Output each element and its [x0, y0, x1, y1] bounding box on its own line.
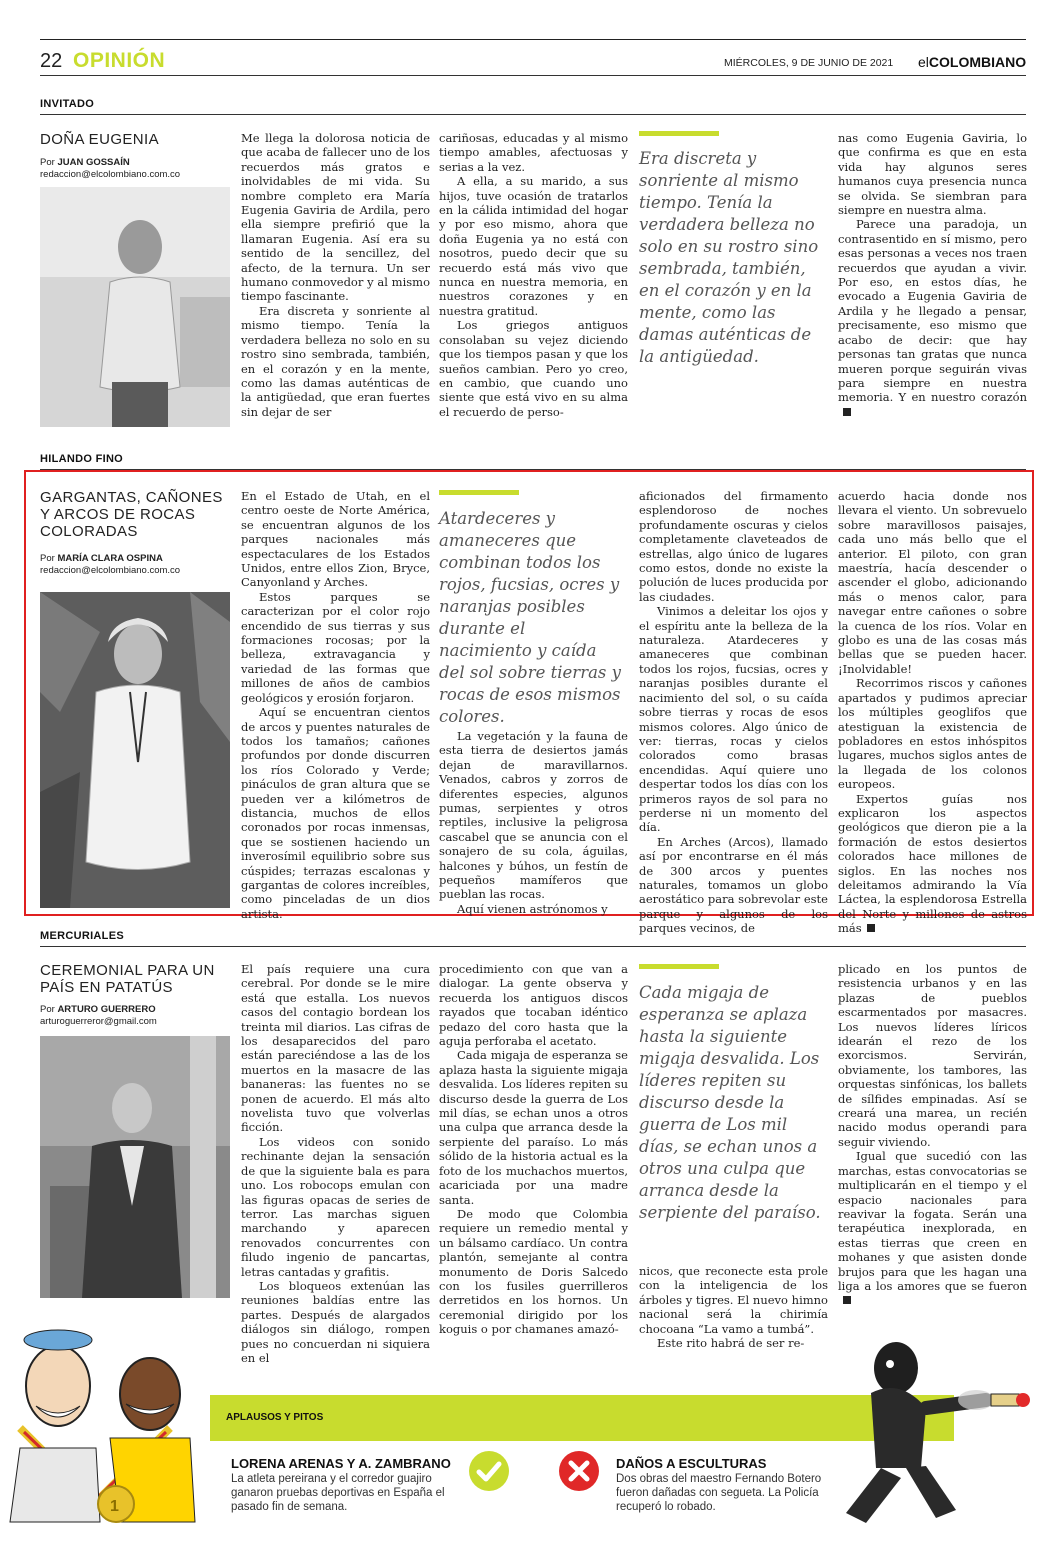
paragraph: nicos, que reconecte esta prole con la inteligencia de los árboles y tigres. El nuevo himno nacional será la chirimía chocoana “La vamo a tumbá”. — [639, 1264, 828, 1336]
author-photo — [40, 592, 230, 908]
header-top-rule — [40, 39, 1026, 40]
paragraph: A ella, a su marido, a sus hijos, tuve ocasión de tratarlos en la cálida intimidad del hogar y por eso mismo, ahora que doña Eugenia ya no está con nosotros, puedo decir que su recuerdo está más vivo que nunca en nuestra memoria, en nuestros corazones y en nuestra gratitud. — [439, 174, 628, 318]
pito-text: Dos obras del maestro Fernando Botero fueron dañadas con segueta. La Policía recuperó lo robado. — [616, 1473, 822, 1513]
author-photo-illustration — [40, 187, 230, 427]
end-mark — [843, 1296, 851, 1304]
check-icon — [468, 1450, 510, 1492]
paragraph: Era discreta y sonriente al mismo tiempo. Tenía la verdadera belleza no solo en su rostro sino sembrada, también, en el corazón y en la mente, como las damas auténticas de la antigüedad, que eran fuertes sin dejar de ser — [241, 303, 430, 419]
vandal-illustration — [826, 1338, 1036, 1528]
paragraph: Aquí se encuentran cientos de arcos y puentes naturales de todos los tamaños; cañones profundos por donde discurren los ríos Colorado y Verde; pináculos de gran altura que se pueden ver a kilómetros de distancia, muchos de ellos coronados por rocas inmensas, que se sostienen haciendo un inverosímil equilibrio sobre sus cúspides; terrazas escalonas y gargantas de colores increíbles, como pinceladas de un dios artista. — [241, 705, 430, 921]
author-photo-illustration — [40, 592, 230, 908]
paragraph-text: Expertos guías nos explicaron los aspectos geológicos que dieron pie a la formación de estos desiertos colorados hace millones de siglos. En las noches nos deleitamos admirando la Vía Láctea, la esplendorosa Estrella del Norte y millones de astros más — [838, 791, 1027, 936]
article-column-1 — [241, 962, 430, 1365]
author-name: ARTURO GUERRERO — [57, 1004, 156, 1015]
page-number: 22 — [40, 50, 63, 72]
author-name: MARÍA CLARA OSPINA — [57, 553, 163, 564]
paragraph: En el Estado de Utah, en el centro oeste de Norte América, se encuentran algunos de los parques nacionales más espectaculares de los Estados Unidos, entre ellos Zion, Bryce, Canyonland y Arches. — [241, 489, 430, 590]
paragraph: Estos parques se caracterizan por el color rojo encendido de sus tierras y sus formaciones rocosas; por la belleza, extravagancia y variedad de las formas que millones de años de cambios geológicos y erosión forjaron. — [241, 589, 430, 705]
paragraph-text: Parece una paradoja, un contrasentido en sí mismo, pero esas personas a veces nos traen recuerdos que ayudan a vivir. Por eso, en estos días, he evocado a Eugenia Gaviria de Ardila y he llegado a pensar, precisamente, eso mismo que acabo de decir: que hay personas tan gratas que nunca mueren porque seguirán vivas para siempre en nuestra memoria. Y en nuestro corazón — [838, 217, 1027, 405]
paragraph: Aquí vienen astrónomos y — [457, 901, 608, 916]
article-title: CEREMONIAL PARA UN PAÍS EN PATATÚS — [40, 962, 215, 996]
section-name: OPINIÓN — [73, 49, 166, 72]
paragraph — [838, 792, 1027, 936]
section-label-mercuriales: MERCURIALES — [40, 930, 124, 942]
quote-accent-bar — [639, 131, 719, 136]
author-photo-illustration — [40, 1036, 230, 1298]
byline — [40, 553, 230, 577]
paragraph: aficionados del firmamento esplendoroso de noches profundamente oscuras y cielos completamente claveteados de estrellas, algo único de lugares como estos, donde no existe la polución de luces producida por las ciudades. — [639, 489, 828, 604]
brand-name: COLOMBIANO — [928, 54, 1027, 70]
section-label-invitado: INVITADO — [40, 98, 95, 110]
paragraph: Vinimos a deleitar los ojos y el espíritu ante la belleza de la naturaleza. Atardeceres y amaneceres que combinan todos los rojos, fucsias, ocres y naranjas posibles durante el nacimiento del sol, o su caída sobre tierras y rocas de esos mismos colores. Algo único de ver: tierras, rocas y cielos colorados como brasas encendidas. Aquí quiere uno despertar todos los días con los primeros rayos de sol para no perderse ni un momento del día. — [639, 604, 828, 835]
pull-quote: Atardeceres y amaneceres que combinan todos los rojos, fucsias, ocres y naranjas posibles durante el nacimiento y caída del sol sobre tierras y rocas de esos mismos colores. — [439, 509, 621, 726]
section-label-hilando-fino: HILANDO FINO — [40, 453, 124, 465]
paragraph: plicado en los puntos de resistencia urbanos y en las plazas de pueblos escarmentados por masacres. Los nuevos líderes líricos idearán el rezo de los exorcismos. Servirán, obviamente, los tambores, las orquestas sinfónicas, los ballets de sílfides empinadas. Así se creará una marea, un recién nacido modus operandi para seguir viviendo. — [838, 962, 1027, 1149]
paragraph: procedimiento con que van a dialogar. La gente observa y recuerda los antiguos discos rayados que tocaban idéntico pedazo del coro hasta que la aguja perforaba el acetato. — [439, 962, 628, 1049]
article-column-4 — [838, 489, 1027, 936]
article-title: DOÑA EUGENIA — [40, 131, 159, 148]
paragraph: En Arches (Arcos), llamado así por encontrarse en él más de 300 arcos y puentes naturales, tomamos un globo aerostático para sobrevolar este parque y algunos de los parques vecinos, de — [639, 834, 828, 936]
author-email: arturoguerreror@gmail.com — [40, 1016, 157, 1027]
article-column-3 — [639, 489, 828, 936]
article-column-4 — [838, 962, 1027, 1302]
issue-date: MIÉRCOLES, 9 DE JUNIO DE 2021 — [724, 57, 894, 69]
byline — [40, 157, 230, 181]
article-column-2 — [439, 729, 628, 916]
paragraph: cariñosas, educadas y al mismo tiempo amables, afectuosas y serias a la vez. — [439, 131, 628, 174]
author-email: redaccion@elcolombiano.com.co — [40, 169, 181, 180]
header-bottom-rule — [40, 75, 1026, 76]
paragraph: La vegetación y la fauna de esta tierra de desiertos jamás dejan de maravillarnos. Venados, cabros y zorros de diferentes especies, algunos pumas, serpientes y otros reptiles, inclusive la peligrosa cascabel que se anuncia con el sonajero de su cola, águilas, halcones y búhos, un festín de pequeños mamíferos que pueblan las rocas. — [439, 729, 628, 902]
paragraph: Los griegos antiguos consolaban su vejez diciendo que los tiempos pasan y que los sueños cambian. Pero yo creo, en cambio, que cuando uno siente que está vivo en su alma el recuerdo de perso- — [439, 318, 628, 419]
paragraph — [838, 1149, 1027, 1307]
author-email: redaccion@elcolombiano.com.co — [40, 565, 181, 576]
article-title: GARGANTAS, CAÑONES Y ARCOS DE ROCAS COLORADAS — [40, 489, 223, 540]
paragraph: Me llega la dolorosa noticia de que acaba de fallecer uno de los recuerdos más gratos e inolvidables de mi vida. Su nombre completo era María Eugenia Gaviria de Ardila, pero ella siempre prefirió que la llamaran Eugenia. Así era su sentido de la sencillez, del afecto, de la ternura. Un ser humano conmovedor y al mismo tiempo fascinante. — [241, 131, 430, 304]
paragraph: Los videos con sonido rechinante dejan la sensación de que la siguiente bala es para uno. Los robocops emulan con las figuras opacas de series de terror. Las marchas siguen marchando y aparecen renovados concurrentes con filudo ingenio de pancartas, letras cantadas y grafitis. — [241, 1134, 430, 1279]
author-photo — [40, 1036, 230, 1298]
article-column-1 — [241, 489, 430, 921]
pull-quote: Cada migaja de esperanza se aplaza hasta la siguiente migaja desvalida. Los líderes repiten su discurso desde la guerra de Los mil días, se echan unos a otros una culpa que arranca desde la serpiente del paraíso. — [639, 983, 821, 1222]
paragraph: El país requiere una cura cerebral. Por donde se le mire está que estalla. Los nuevos casos del contagio bordean los treinta mil diarios. Las cifras de los desaparecidos del paro están pareciéndose a las de los muertos en la masacre de las bananeras: las fuentes no se ponen de acuerdo. El más alto novelista tuvo que volverlas ficción. — [241, 962, 430, 1135]
pull-quote: Era discreta y sonriente al mismo tiempo. Tenía la verdadera belleza no solo en su rostro sino sembrada, también, en el corazón y en la mente, como las damas auténticas de la antigüedad. — [639, 149, 819, 366]
byline — [40, 1004, 230, 1028]
brand-logo — [918, 54, 1026, 70]
author-photo — [40, 187, 230, 427]
article-column-2 — [439, 962, 628, 1358]
byline-prefix: Por — [40, 553, 55, 564]
quote-accent-bar — [639, 964, 719, 969]
article-column-2 — [439, 131, 628, 433]
aplauso-title: LORENA ARENAS Y A. ZAMBRANO — [231, 1456, 451, 1471]
paragraph: Recorrimos riscos y cañones apartados y pudimos apreciar los múltiples geoglifos que atestiguan la existencia de pobladores en estos inhóspitos lugares, muchos siglos antes de la llegada de los colonos europeos. — [838, 676, 1027, 792]
quote-accent-bar — [439, 490, 519, 495]
end-mark — [867, 924, 875, 932]
pito-title: DAÑOS A ESCULTURAS — [616, 1456, 767, 1471]
paragraph — [838, 217, 1027, 419]
article-column-3 — [639, 1264, 828, 1360]
brand-prefix: el — [918, 54, 929, 70]
byline-prefix: Por — [40, 157, 55, 168]
section-rule-1 — [40, 114, 1026, 115]
aplausos-label: APLAUSOS Y PITOS — [226, 1412, 324, 1423]
end-mark — [843, 408, 851, 416]
paragraph: De modo que Colombia requiere un remedio mental y un bálsamo cardíaco. Un contra plantón, semejante al contra monumento de Doris Salcedo con los fusiles guerrilleros derretidos en los hornos. Un ceremonial dirigido por los koguis o por chamanes amazó- — [439, 1206, 628, 1337]
aplauso-text: La atleta pereirana y el corredor guajiro ganaron pruebas deportivas en España el pasado fin de semana. — [231, 1473, 445, 1513]
cross-icon — [558, 1450, 600, 1492]
medal-number: 1 — [110, 1498, 119, 1515]
article-column-1 — [241, 131, 430, 433]
paragraph: Cada migaja de esperanza se aplaza hasta la siguiente migaja desvalida. Los líderes repiten su discurso desde la guerra de Los mil días, se echan unos a otros una culpa que arranca desde la serpiente del paraíso. Lo más sólido de la historia actual es la foto de los muchachos muertos, acariciada por una madre santa. — [439, 1048, 628, 1207]
paragraph: acuerdo hacia donde nos llevara el viento. Un sobrevuelo sobre maravillosos paisajes, cada uno más bello que el anterior. El piloto, con gran maestría, hacía descender o ascender el globo, adicionando más o menos calor, para navegar entre cañones o sobre la cuenca de los ríos. Volar en globo es una de las cosas más bellas que se pueden hacer. ¡Inolvidable! — [838, 489, 1027, 676]
byline-prefix: Por — [40, 1004, 55, 1015]
caricature-illustration — [0, 1328, 215, 1522]
paragraph: nas como Eugenia Gaviria, lo que confirma es que en esta vida hay algunos seres humanos cuya presencia nunca se olvida. Se siembran para siempre en nuestra alma. — [838, 131, 1027, 218]
author-name: JUAN GOSSAÍN — [57, 157, 130, 168]
article-column-4 — [838, 131, 1027, 433]
paragraph-text: Igual que sucedió con las marchas, estas convocatorias se multiplicarán en el tiempo y el espacio nacionales para reavivar la fogata. Serán una terapéutica inexplorada, en estas tierras que creen en mohanes y que asisten donde brujos para que les hagan una liga a los amores que se fueron — [838, 1149, 1027, 1293]
paragraph: Este rito habrá de ser re- — [657, 1336, 805, 1351]
paragraph: Los bloqueos extenúan las reuniones baldías entre las partes. Después de alargados diálogos sin diálogo, rompen pues no concuerdan ni siquiera en el — [241, 1278, 430, 1365]
section-rule-3 — [40, 946, 1026, 947]
